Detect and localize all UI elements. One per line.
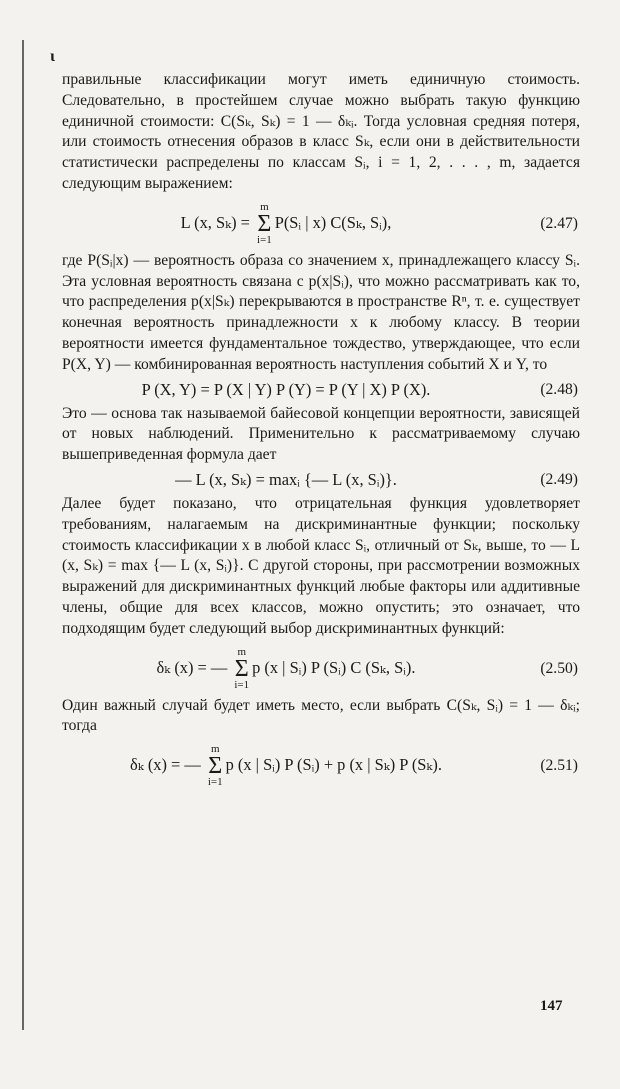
equation-2-51 (62, 743, 580, 789)
equation-2-47-lhs: L (x, Sₖ) = (180, 212, 254, 232)
equation-number: (2.48) (540, 380, 578, 398)
equation-2-50 (62, 646, 580, 692)
equation-2-48 (62, 378, 580, 402)
paragraph-3: Это — основа так называемой байесовой концепции вероятности, зависящей от новых наблюдений. Применительно к рассматриваемому случаю вышеприведенная формула дает (62, 404, 580, 464)
summation-sign: m Σ i=1 (207, 743, 223, 789)
equation-number: (2.47) (540, 214, 578, 232)
summation-sign: m Σ i=1 (256, 200, 272, 246)
equation-2-48-body: P (X, Y) = P (X | Y) P (Y) = P (Y | X) P (X). (141, 379, 431, 399)
paragraph-1: правильные классификации могут иметь единичную стоимость. Следовательно, в простейшем случае можно выбрать такую функцию единичной стоимости: C(Sₖ, Sₖ) = 1 — δₖᵢ. Тогда условная средняя потеря, или стоимость отнесения образов в класс Sₖ, если они в действительности статистически распределены по классам Sᵢ, i = 1, 2, . . . , m, задается следующим выражением: (62, 71, 580, 192)
paragraph-2: где P(Sᵢ|x) — вероятность образа со значением x, принадлежащего классу Sᵢ. Эта условная вероятность связана с p(x|Sᵢ), что можно рассматривать как то, что распределения p(x|Sₖ) перекрываются в пространстве Rⁿ, т. е. существует конечная вероятность принадлежности x к любому классу. В теории вероятности имеется фундаментальное тождество, утверждающее, что если P(X, Y) — комбинированная вероятность наступления событий X и Y, то (62, 251, 580, 373)
page-number: 147 (540, 998, 563, 1014)
equation-2-49-body: — L (x, Sₖ) = maxᵢ {— L (x, Sᵢ)}. (175, 469, 397, 489)
paragraph-4: Далее будет показано, что отрицательная функция удовлетворяет требованиям, налагаемым на дискриминантные функции; поскольку стоимость классификации x в любой класс Sᵢ, отличный от Sₖ, выше, то — L (x, Sₖ) = max {— L (x, Sᵢ)}. С другой стороны, при рассмотрении возможных выражений для дискриминантных функций любые факторы или аддитивные члены, общие для всех классов, можно опустить; это означает, что подходящим будет следующий выбор дискриминантных функций: (62, 494, 580, 637)
corner-mark: ι (50, 48, 55, 65)
equation-number: (2.50) (540, 659, 578, 677)
equation-number: (2.51) (540, 757, 578, 775)
equation-2-47 (62, 201, 580, 247)
equation-number: (2.49) (540, 470, 578, 488)
binding-edge-line (22, 40, 24, 1030)
summation-sign: m Σ i=1 (234, 645, 250, 691)
equation-2-47-rhs: P(Sᵢ | x) C(Sₖ, Sᵢ), (274, 212, 392, 232)
equation-2-49 (62, 468, 580, 492)
equation-2-50-rhs: p (x | Sᵢ) P (Sᵢ) C (Sₖ, Sᵢ). (252, 657, 416, 677)
paragraph-5: Один важный случай будет иметь место, если выбрать C(Sₖ, Sᵢ) = 1 — δₖᵢ; тогда (62, 696, 580, 735)
equation-2-51-lhs: δₖ (x) = — (130, 754, 205, 774)
equation-2-50-lhs: δₖ (x) = — (156, 657, 232, 677)
equation-2-51-rhs: p (x | Sᵢ) P (Sᵢ) + p (x | Sₖ) P (Sₖ). (225, 754, 442, 774)
page-body (62, 70, 580, 793)
